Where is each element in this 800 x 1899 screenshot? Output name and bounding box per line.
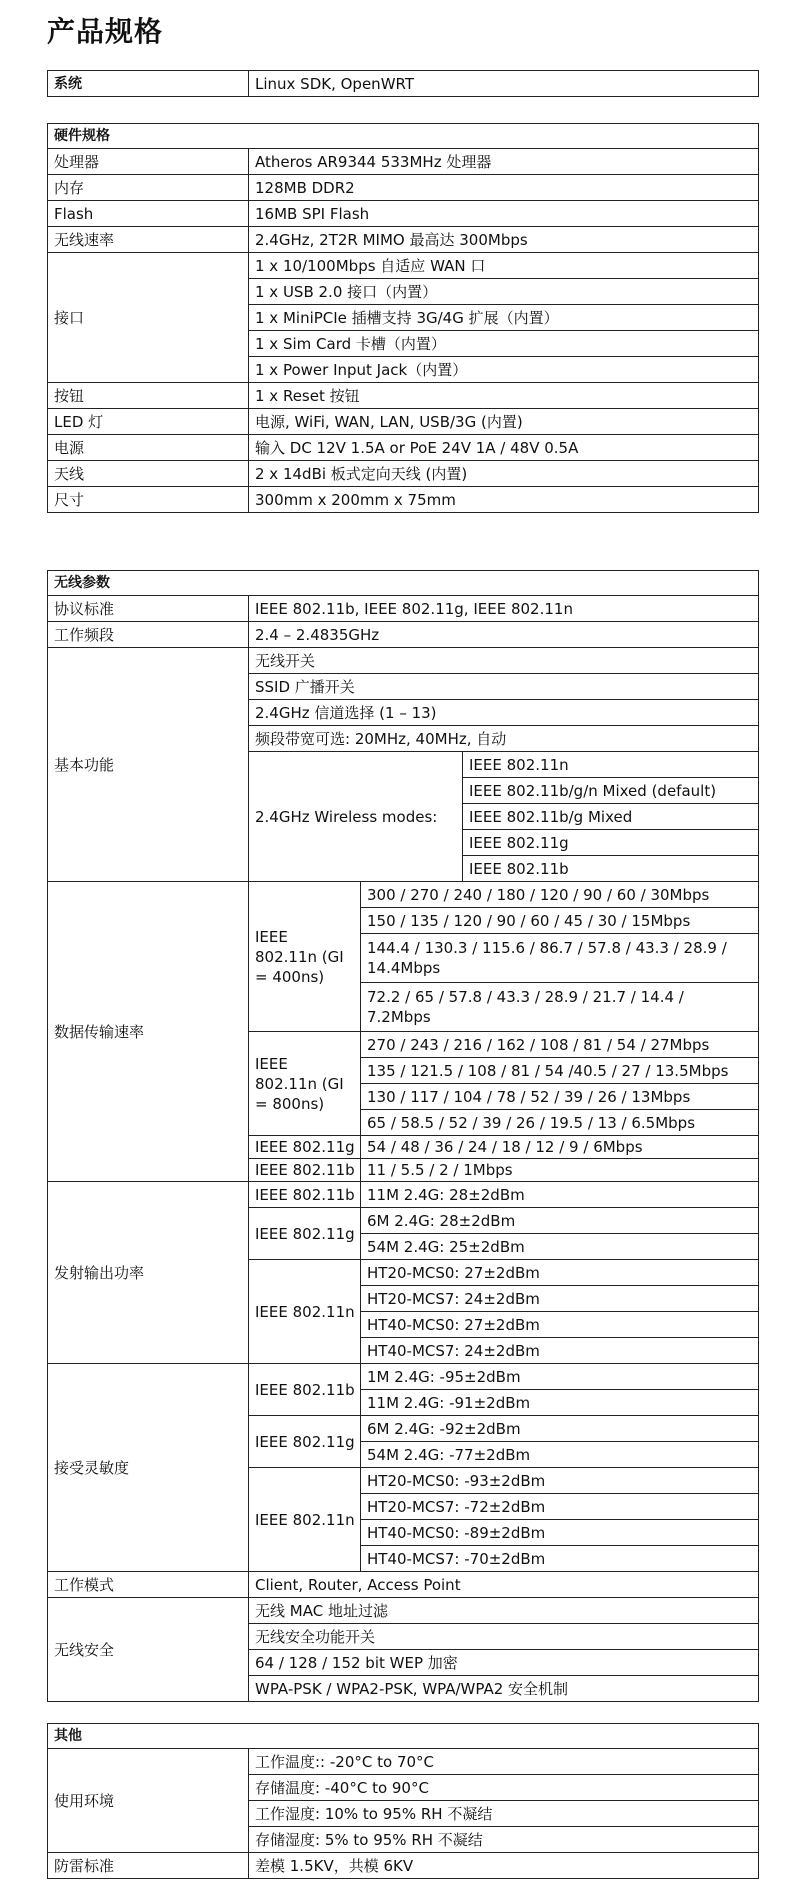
other-header: 其他 <box>48 1724 759 1749</box>
power-value: 输入 DC 12V 1.5A or PoE 24V 1A / 48V 0.5A <box>249 435 759 461</box>
wireless-mode: IEEE 802.11b/g Mixed <box>463 804 759 830</box>
band-label: 工作频段 <box>48 622 249 648</box>
security-item: 无线安全功能开关 <box>249 1624 759 1650</box>
rate-g-label: IEEE 802.11g <box>249 1136 361 1159</box>
tx-power-label: 发射输出功率 <box>48 1182 249 1364</box>
tx-g-label: IEEE 802.11g <box>249 1208 361 1260</box>
rx-value: 6M 2.4G: -92±2dBm <box>361 1416 759 1442</box>
button-value: 1 x Reset 按钮 <box>249 383 759 409</box>
tx-value: 11M 2.4G: 28±2dBm <box>361 1182 759 1208</box>
wireless-modes-label: 2.4GHz Wireless modes: <box>249 752 463 882</box>
rx-value: 1M 2.4G: -95±2dBm <box>361 1364 759 1390</box>
environment-label: 使用环境 <box>48 1749 249 1853</box>
rate-n800-label: IEEE 802.11n (GI = 800ns) <box>249 1032 361 1136</box>
tx-value: 6M 2.4G: 28±2dBm <box>361 1208 759 1234</box>
size-row <box>48 487 759 513</box>
led-row <box>48 409 759 435</box>
button-label: 按钮 <box>48 383 249 409</box>
memory-row <box>48 175 759 201</box>
security-item: 64 / 128 / 152 bit WEP 加密 <box>249 1650 759 1676</box>
rx-value: HT40-MCS7: -70±2dBm <box>361 1546 759 1572</box>
rate-b-label: IEEE 802.11b <box>249 1159 361 1182</box>
basic-item: 2.4GHz 信道选择 (1 – 13) <box>249 700 759 726</box>
rx-value: 54M 2.4G: -77±2dBm <box>361 1442 759 1468</box>
wireless-mode: IEEE 802.11g <box>463 830 759 856</box>
tx-value: HT40-MCS0: 27±2dBm <box>361 1312 759 1338</box>
antenna-row <box>48 461 759 487</box>
interface-item: 1 x Power Input Jack（内置） <box>249 357 759 383</box>
tx-value: 54M 2.4G: 25±2dBm <box>361 1234 759 1260</box>
rx-b-label: IEEE 802.11b <box>249 1364 361 1416</box>
band-row <box>48 622 759 648</box>
flash-value: 16MB SPI Flash <box>249 201 759 227</box>
rate-g-value: 54 / 48 / 36 / 24 / 18 / 12 / 9 / 6Mbps <box>361 1136 759 1159</box>
size-value: 300mm x 200mm x 75mm <box>249 487 759 513</box>
rx-value: HT20-MCS7: -72±2dBm <box>361 1494 759 1520</box>
interface-item: 1 x 10/100Mbps 自适应 WAN 口 <box>249 253 759 279</box>
wireless-rate-label: 无线速率 <box>48 227 249 253</box>
hardware-table <box>47 123 759 513</box>
rates-label: 数据传输速率 <box>48 882 249 1182</box>
system-row <box>48 71 759 97</box>
rx-g-label: IEEE 802.11g <box>249 1416 361 1468</box>
mode-label: 工作模式 <box>48 1572 249 1598</box>
led-value: 电源, WiFi, WAN, LAN, USB/3G (内置) <box>249 409 759 435</box>
protocol-value: IEEE 802.11b, IEEE 802.11g, IEEE 802.11n <box>249 596 759 622</box>
mode-value: Client, Router, Access Point <box>249 1572 759 1598</box>
power-row <box>48 435 759 461</box>
wireless-mode: IEEE 802.11b/g/n Mixed (default) <box>463 778 759 804</box>
security-label: 无线安全 <box>48 1598 249 1702</box>
flash-row <box>48 201 759 227</box>
interface-item: 1 x Sim Card 卡槽（内置） <box>249 331 759 357</box>
environment-item: 存储温度: -40°C to 90°C <box>249 1775 759 1801</box>
interface-item: 1 x USB 2.0 接口（内置） <box>249 279 759 305</box>
other-table <box>47 1723 759 1879</box>
processor-row <box>48 149 759 175</box>
rx-value: HT40-MCS0: -89±2dBm <box>361 1520 759 1546</box>
memory-value: 128MB DDR2 <box>249 175 759 201</box>
rate-value: 300 / 270 / 240 / 180 / 120 / 90 / 60 / 30Mbps <box>361 882 759 908</box>
rate-value: 135 / 121.5 / 108 / 81 / 54 /40.5 / 27 / 13.5Mbps <box>361 1058 759 1084</box>
environment-item: 工作湿度: 10% to 95% RH 不凝结 <box>249 1801 759 1827</box>
system-label: 系统 <box>48 71 249 97</box>
rate-n400-label: IEEE 802.11n (GI = 400ns) <box>249 882 361 1032</box>
system-value: Linux SDK, OpenWRT <box>249 71 759 97</box>
wireless-mode: IEEE 802.11n <box>463 752 759 778</box>
page-title: 产品规格 <box>47 15 164 48</box>
antenna-value: 2 x 14dBi 板式定向天线 (内置) <box>249 461 759 487</box>
processor-value: Atheros AR9344 533MHz 处理器 <box>249 149 759 175</box>
rate-value: 150 / 135 / 120 / 90 / 60 / 45 / 30 / 15Mbps <box>361 908 759 934</box>
hardware-header: 硬件规格 <box>48 124 759 149</box>
rate-value: 270 / 243 / 216 / 162 / 108 / 81 / 54 / 27Mbps <box>361 1032 759 1058</box>
tx-b-label: IEEE 802.11b <box>249 1182 361 1208</box>
rx-n-label: IEEE 802.11n <box>249 1468 361 1572</box>
memory-label: 内存 <box>48 175 249 201</box>
rate-value: 144.4 / 130.3 / 115.6 / 86.7 / 57.8 / 43.3 / 28.9 / 14.4Mbps <box>361 934 759 983</box>
size-label: 尺寸 <box>48 487 249 513</box>
basic-item: 无线开关 <box>249 648 759 674</box>
flash-label: Flash <box>48 201 249 227</box>
rate-value: 65 / 58.5 / 52 / 39 / 26 / 19.5 / 13 / 6.5Mbps <box>361 1110 759 1136</box>
basic-label: 基本功能 <box>48 648 249 882</box>
antenna-label: 天线 <box>48 461 249 487</box>
mode-row <box>48 1572 759 1598</box>
rate-value: 72.2 / 65 / 57.8 / 43.3 / 28.9 / 21.7 / 14.4 / 7.2Mbps <box>361 983 759 1032</box>
band-value: 2.4 – 2.4835GHz <box>249 622 759 648</box>
processor-label: 处理器 <box>48 149 249 175</box>
basic-item: SSID 广播开关 <box>249 674 759 700</box>
power-label: 电源 <box>48 435 249 461</box>
security-item: WPA-PSK / WPA2-PSK, WPA/WPA2 安全机制 <box>249 1676 759 1702</box>
lightning-row <box>48 1853 759 1879</box>
lightning-label: 防雷标准 <box>48 1853 249 1879</box>
led-label: LED 灯 <box>48 409 249 435</box>
rate-b-value: 11 / 5.5 / 2 / 1Mbps <box>361 1159 759 1182</box>
environment-item: 存储湿度: 5% to 95% RH 不凝结 <box>249 1827 759 1853</box>
interface-item: 1 x MiniPCIe 插槽支持 3G/4G 扩展（内置） <box>249 305 759 331</box>
security-item: 无线 MAC 地址过滤 <box>249 1598 759 1624</box>
wireless-mode: IEEE 802.11b <box>463 856 759 882</box>
tx-value: HT20-MCS7: 24±2dBm <box>361 1286 759 1312</box>
tx-n-label: IEEE 802.11n <box>249 1260 361 1364</box>
rx-value: HT20-MCS0: -93±2dBm <box>361 1468 759 1494</box>
lightning-value: 差模 1.5KV，共模 6KV <box>249 1853 759 1879</box>
button-row <box>48 383 759 409</box>
interfaces-label: 接口 <box>48 253 249 383</box>
wireless-header: 无线参数 <box>48 571 759 596</box>
protocol-label: 协议标准 <box>48 596 249 622</box>
rate-value: 130 / 117 / 104 / 78 / 52 / 39 / 26 / 13Mbps <box>361 1084 759 1110</box>
wireless-rate-row <box>48 227 759 253</box>
system-table <box>47 70 759 97</box>
rx-value: 11M 2.4G: -91±2dBm <box>361 1390 759 1416</box>
wireless-rate-value: 2.4GHz, 2T2R MIMO 最高达 300Mbps <box>249 227 759 253</box>
wireless-table <box>47 570 759 1702</box>
rx-sensitivity-label: 接受灵敏度 <box>48 1364 249 1572</box>
environment-item: 工作温度:: -20°C to 70°C <box>249 1749 759 1775</box>
tx-value: HT40-MCS7: 24±2dBm <box>361 1338 759 1364</box>
basic-item: 频段带宽可选: 20MHz, 40MHz, 自动 <box>249 726 759 752</box>
tx-value: HT20-MCS0: 27±2dBm <box>361 1260 759 1286</box>
protocol-row <box>48 596 759 622</box>
